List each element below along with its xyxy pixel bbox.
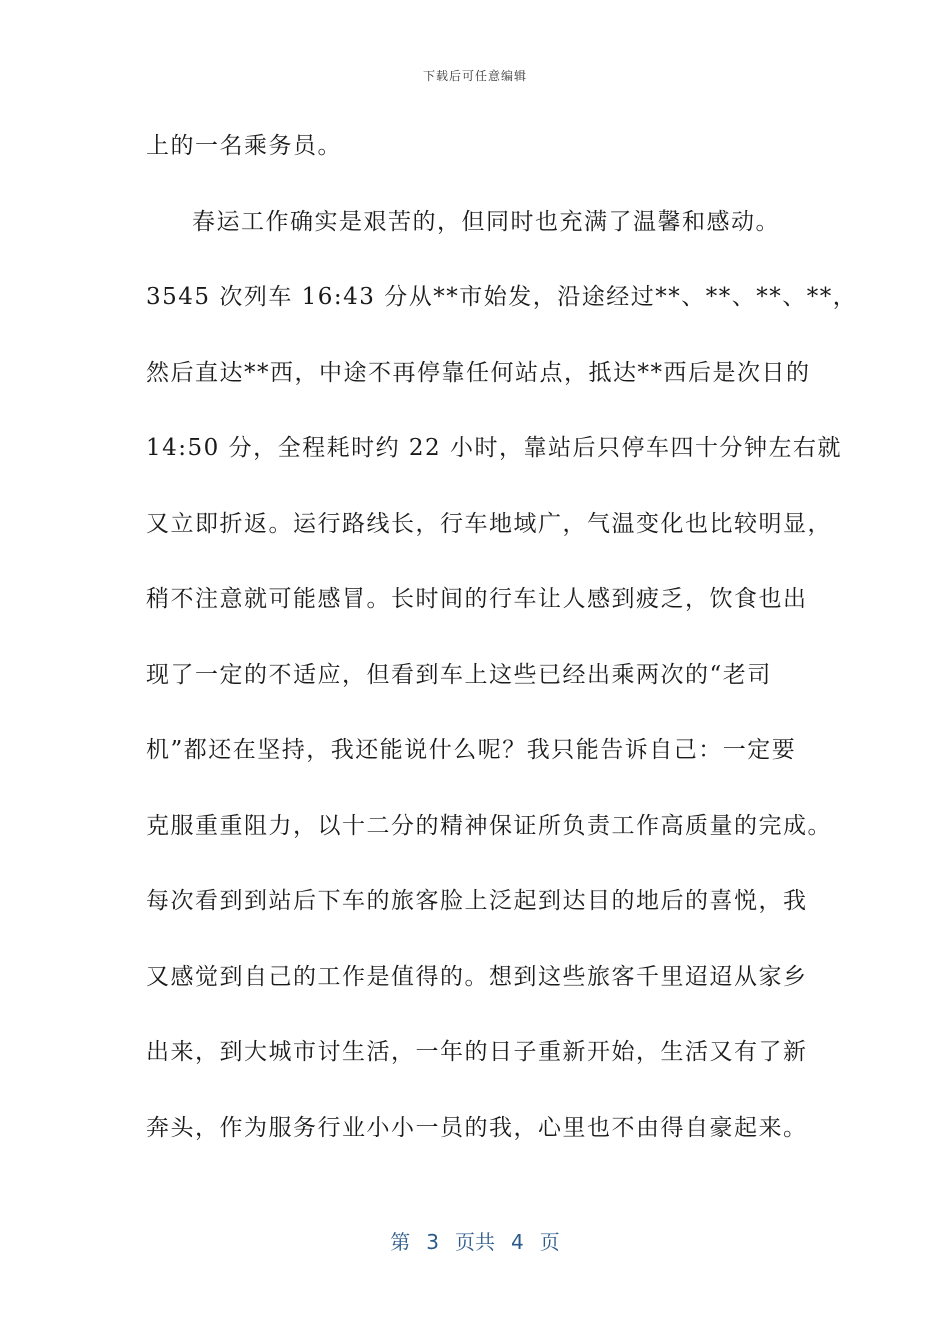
page-number-footer [0,1226,950,1255]
paragraph-line: 奔头，作为服务行业小小一员的我，心里也不由得自豪起来。 [146,1114,808,1141]
body-text [146,124,858,1181]
paragraph-line: 现了一定的不适应，但看到车上这些已经出乘两次的“老司 [146,661,772,688]
paragraph-line: 出来，到大城市讨生活，一年的日子重新开始，生活又有了新 [146,1039,808,1065]
paragraph-line: 又立即折返。运行路线长，行车地域广，气温变化也比较明显， [146,510,832,537]
paragraph-line: 上的一名乘务员。 [146,133,342,159]
paragraph-line: 稍不注意就可能感冒。长时间的行车让人感到疲乏，饮食也出 [146,586,808,612]
paragraph-line: 然后直达**西，中途不再停靠任何站点，抵达**西后是次日的 [146,359,811,386]
page-suffix: 页 [539,1230,560,1254]
paragraph-line: 机”都还在坚持，我还能说什么呢？我只能告诉自己：一定要 [146,737,797,763]
paragraph-line: 14:50 分，全程耗时约 22 小时，靠站后只停车四十分钟左右就 [146,435,842,461]
page-prefix: 第 [390,1230,411,1254]
page-middle: 页共 [455,1230,495,1254]
header-note: 下载后可任意编辑 [422,69,527,83]
total-pages-number: 4 [511,1230,524,1254]
paragraph-line: 3545 次列车 16:43 分从**市始发，沿途经过**、**、**、**， [146,284,858,310]
paragraph-line: 克服重重阻力，以十二分的精神保证所负责工作高质量的完成。 [146,812,832,839]
paragraph-line: 每次看到到站后下车的旅客脸上泛起到达目的地后的喜悦，我 [146,888,808,914]
paragraph-line: 又感觉到自己的工作是值得的。想到这些旅客千里迢迢从家乡 [146,963,808,990]
current-page-number: 3 [426,1230,439,1254]
paragraph-line: 春运工作确实是艰苦的，但同时也充满了温馨和感动。 [192,208,780,235]
